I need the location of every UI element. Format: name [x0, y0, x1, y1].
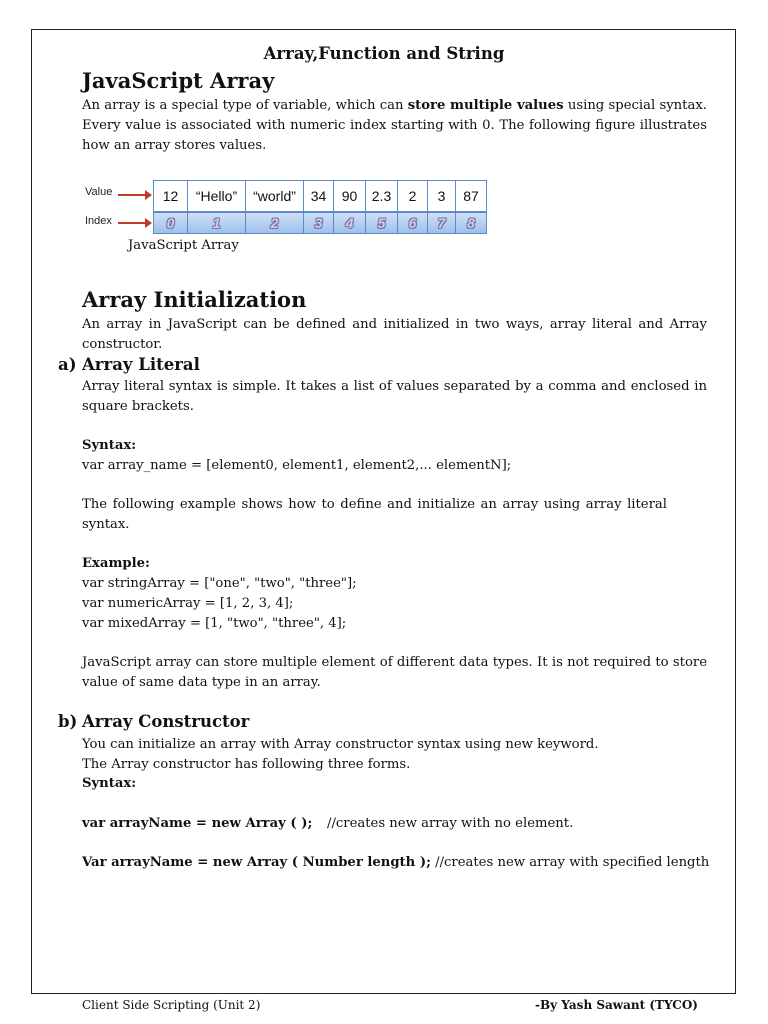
literal-syntax-label: Syntax:: [82, 438, 137, 453]
array-value-cell: 2: [398, 181, 428, 211]
footer-right: -By Yash Sawant (TYCO): [535, 998, 698, 1012]
literal-marker: a): [58, 355, 77, 374]
heading-array-initialization: Array Initialization: [82, 287, 307, 312]
array-value-cell: 3: [428, 181, 456, 211]
constructor-form-2-comment: //creates new array with specified length: [430, 855, 710, 870]
array-intro-paragraph: [82, 96, 707, 156]
example-string-array: var stringArray = ["one", "two", "three"];: [82, 576, 357, 591]
constructor-form-1-code: var arrayName = new Array ( );: [82, 816, 313, 831]
array-value-cell: 90: [334, 181, 366, 211]
footer-left: Client Side Scripting (Unit 2): [82, 998, 261, 1012]
array-index-cell: 2: [246, 213, 304, 233]
literal-note: JavaScript array can store multiple element of different data types. It is not required to store value of same data type in an array.: [82, 655, 707, 690]
heading-javascript-array: JavaScript Array: [82, 68, 275, 93]
array-index-cell: 7: [428, 213, 456, 233]
initialization-intro: An array in JavaScript can be defined and initialized in two ways, array literal and Array constructor.: [82, 317, 707, 352]
example-numeric-array: var numericArray = [1, 2, 3, 4];: [82, 596, 294, 611]
figure-index-label: Index: [85, 215, 112, 227]
literal-example-intro: The following example shows how to define and initialize an array using array literal syntax.: [82, 497, 667, 532]
array-value-cells: [153, 180, 487, 212]
page-title: Array,Function and String: [263, 44, 505, 63]
array-value-cell: 2.3: [366, 181, 398, 211]
constructor-form-2-code: Var arrayName = new Array ( Number length );: [82, 855, 431, 870]
constructor-form-2: [82, 853, 709, 873]
array-index-cell: 0: [154, 213, 188, 233]
array-index-cell: 3: [304, 213, 334, 233]
literal-syntax-code: var array_name = [element0, element1, element2,... elementN];: [82, 458, 512, 473]
constructor-syntax-label: Syntax:: [82, 776, 137, 791]
constructor-form-1-comment: //creates new array with no element.: [327, 816, 574, 831]
array-index-cell: 5: [366, 213, 398, 233]
array-value-cell: “Hello”: [188, 181, 246, 211]
literal-example-label: Example:: [82, 556, 150, 571]
array-index-cell: 4: [334, 213, 366, 233]
array-value-cell: 12: [154, 181, 188, 211]
value-arrow-icon: [118, 194, 146, 196]
figure-value-label: Value: [85, 186, 113, 198]
array-value-cell: 34: [304, 181, 334, 211]
example-mixed-array: var mixedArray = [1, "two", "three", 4];: [82, 616, 347, 631]
intro-text-post: using special syntax. Every value is associated with numeric index starting with 0. The following figure illustrates how an array stores values.: [82, 98, 707, 153]
literal-description: Array literal syntax is simple. It takes a list of values separated by a comma and enclosed in square brackets.: [82, 379, 707, 414]
figure-caption: JavaScript Array: [128, 238, 239, 253]
heading-array-constructor: Array Constructor: [82, 712, 250, 731]
array-index-cell: 6: [398, 213, 428, 233]
array-value-cell: 87: [463, 188, 479, 204]
constructor-line-1: You can initialize an array with Array constructor syntax using new keyword.: [82, 737, 599, 752]
intro-text-bold: store multiple values: [407, 98, 564, 113]
array-index-cell: 8: [467, 215, 475, 231]
array-index-cell: 1: [188, 213, 246, 233]
constructor-line-2: The Array constructor has following three forms.: [82, 757, 411, 772]
array-index-cells: [153, 212, 487, 234]
constructor-marker: b): [58, 712, 78, 731]
heading-array-literal: Array Literal: [82, 355, 200, 374]
intro-text-pre: An array is a special type of variable, which can: [82, 98, 408, 113]
index-arrow-icon: [118, 222, 146, 224]
array-value-cell: “world”: [246, 181, 304, 211]
